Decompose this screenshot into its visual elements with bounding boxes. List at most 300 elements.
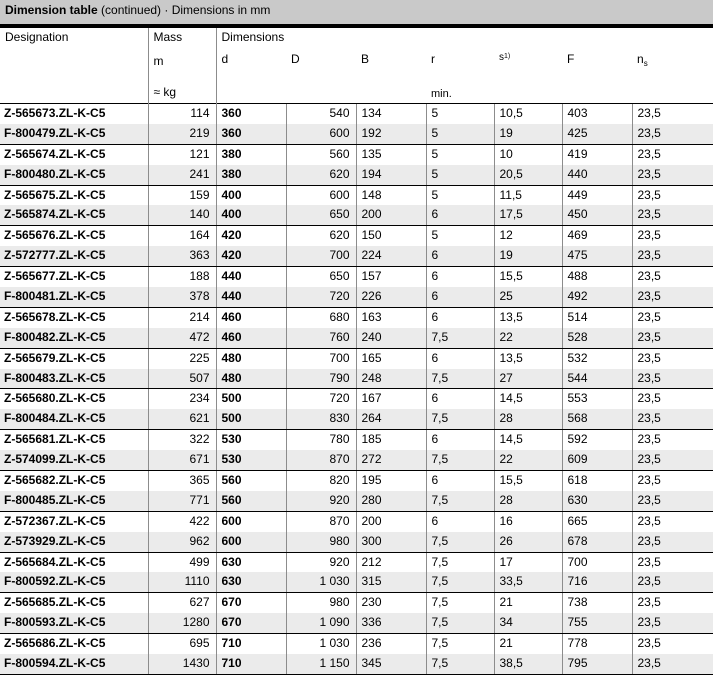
cell-D: 620 (286, 226, 356, 246)
designation-label: Designation (5, 30, 69, 44)
cell-B: 345 (356, 654, 426, 674)
n-letter: n (637, 52, 644, 66)
cell-designation: F-800593.ZL-K-C5 (0, 613, 148, 633)
cell-designation: Z-565682.ZL-K-C5 (0, 471, 148, 491)
table-body (0, 104, 713, 675)
cell-mass: 507 (148, 369, 216, 389)
cell-r: 7,5 (426, 491, 494, 511)
cell-ns: 23,5 (632, 409, 713, 429)
cell-D: 650 (286, 205, 356, 225)
cell-designation: Z-573929.ZL-K-C5 (0, 532, 148, 552)
cell-F: 700 (562, 552, 632, 572)
cell-ns: 23,5 (632, 205, 713, 225)
cell-F: 425 (562, 124, 632, 144)
cell-mass: 621 (148, 409, 216, 429)
cell-d: 440 (216, 267, 286, 287)
cell-B: 185 (356, 430, 426, 450)
cell-mass: 114 (148, 104, 216, 124)
header-d (216, 28, 286, 104)
cell-d: 480 (216, 369, 286, 389)
mass-symbol: m (153, 54, 164, 68)
header-ns (632, 28, 713, 104)
cell-D: 980 (286, 532, 356, 552)
cell-designation: Z-565680.ZL-K-C5 (0, 389, 148, 409)
table-row (0, 430, 713, 450)
cell-F: 568 (562, 409, 632, 429)
cell-B: 230 (356, 593, 426, 613)
cell-B: 148 (356, 185, 426, 205)
table-row (0, 613, 713, 633)
table-row (0, 226, 713, 246)
cell-r: 6 (426, 471, 494, 491)
cell-designation: Z-565681.ZL-K-C5 (0, 430, 148, 450)
cell-d: 420 (216, 226, 286, 246)
cell-F: 528 (562, 328, 632, 348)
cell-designation: Z-565685.ZL-K-C5 (0, 593, 148, 613)
cell-s: 21 (494, 634, 562, 654)
r-min-label: min. (431, 88, 452, 100)
cell-mass: 159 (148, 185, 216, 205)
cell-d: 440 (216, 287, 286, 307)
table-row (0, 267, 713, 287)
cell-r: 7,5 (426, 450, 494, 470)
dimension-table (0, 28, 713, 675)
header-r (426, 28, 494, 104)
cell-D: 920 (286, 491, 356, 511)
cell-designation: F-800483.ZL-K-C5 (0, 369, 148, 389)
cell-F: 678 (562, 532, 632, 552)
cell-d: 630 (216, 552, 286, 572)
cell-F: 488 (562, 267, 632, 287)
cell-s: 10,5 (494, 104, 562, 124)
table-row (0, 593, 713, 613)
table-row (0, 348, 713, 368)
cell-D: 600 (286, 185, 356, 205)
cell-F: 440 (562, 165, 632, 185)
B-label: B (361, 52, 370, 66)
header-designation (0, 28, 148, 104)
cell-s: 16 (494, 511, 562, 531)
cell-D: 700 (286, 246, 356, 266)
cell-s: 17,5 (494, 205, 562, 225)
table-row (0, 389, 713, 409)
cell-s: 15,5 (494, 471, 562, 491)
cell-B: 248 (356, 369, 426, 389)
cell-s: 13,5 (494, 348, 562, 368)
cell-mass: 140 (148, 205, 216, 225)
cell-B: 240 (356, 328, 426, 348)
cell-d: 400 (216, 205, 286, 225)
cell-d: 400 (216, 185, 286, 205)
cell-mass: 164 (148, 226, 216, 246)
cell-s: 25 (494, 287, 562, 307)
cell-r: 7,5 (426, 654, 494, 674)
cell-mass: 363 (148, 246, 216, 266)
cell-D: 870 (286, 511, 356, 531)
cell-r: 6 (426, 205, 494, 225)
cell-D: 920 (286, 552, 356, 572)
cell-designation: Z-565674.ZL-K-C5 (0, 144, 148, 164)
cell-F: 630 (562, 491, 632, 511)
cell-ns: 23,5 (632, 185, 713, 205)
table-row (0, 287, 713, 307)
cell-B: 212 (356, 552, 426, 572)
cell-r: 5 (426, 165, 494, 185)
cell-s: 33,5 (494, 572, 562, 592)
cell-F: 778 (562, 634, 632, 654)
cell-B: 135 (356, 144, 426, 164)
cell-mass: 1430 (148, 654, 216, 674)
table-row (0, 246, 713, 266)
cell-ns: 23,5 (632, 124, 713, 144)
table-row (0, 328, 713, 348)
cell-B: 280 (356, 491, 426, 511)
cell-F: 716 (562, 572, 632, 592)
cell-ns: 23,5 (632, 307, 713, 327)
cell-mass: 219 (148, 124, 216, 144)
s-label (499, 52, 510, 63)
cell-B: 134 (356, 104, 426, 124)
cell-r: 7,5 (426, 613, 494, 633)
cell-d: 600 (216, 532, 286, 552)
cell-mass: 322 (148, 430, 216, 450)
cell-designation: F-800485.ZL-K-C5 (0, 491, 148, 511)
cell-designation: F-800484.ZL-K-C5 (0, 409, 148, 429)
cell-D: 600 (286, 124, 356, 144)
cell-mass: 234 (148, 389, 216, 409)
header-B (356, 28, 426, 104)
cell-ns: 23,5 (632, 511, 713, 531)
s-footnote: 1) (504, 53, 511, 60)
cell-designation: Z-565678.ZL-K-C5 (0, 307, 148, 327)
cell-mass: 1280 (148, 613, 216, 633)
cell-B: 157 (356, 267, 426, 287)
cell-s: 28 (494, 491, 562, 511)
cell-F: 475 (562, 246, 632, 266)
cell-D: 870 (286, 450, 356, 470)
cell-designation: Z-572367.ZL-K-C5 (0, 511, 148, 531)
cell-F: 450 (562, 205, 632, 225)
cell-d: 710 (216, 634, 286, 654)
table-title-bold: Dimension table (5, 3, 98, 17)
r-label: r (431, 52, 435, 66)
cell-ns: 23,5 (632, 532, 713, 552)
cell-B: 163 (356, 307, 426, 327)
cell-d: 630 (216, 572, 286, 592)
cell-D: 760 (286, 328, 356, 348)
cell-ns: 23,5 (632, 226, 713, 246)
cell-D: 1 030 (286, 572, 356, 592)
table-row (0, 124, 713, 144)
table-title (0, 0, 713, 24)
cell-designation: Z-574099.ZL-K-C5 (0, 450, 148, 470)
header-mass (148, 28, 216, 104)
dimensions-label: Dimensions (221, 30, 285, 44)
cell-s: 19 (494, 124, 562, 144)
cell-F: 755 (562, 613, 632, 633)
cell-ns: 23,5 (632, 613, 713, 633)
table-row (0, 654, 713, 674)
cell-designation: F-800594.ZL-K-C5 (0, 654, 148, 674)
cell-F: 553 (562, 389, 632, 409)
cell-mass: 188 (148, 267, 216, 287)
header-s (494, 28, 562, 104)
cell-d: 710 (216, 654, 286, 674)
cell-s: 15,5 (494, 267, 562, 287)
cell-r: 7,5 (426, 552, 494, 572)
cell-d: 420 (216, 246, 286, 266)
cell-D: 780 (286, 430, 356, 450)
cell-d: 500 (216, 389, 286, 409)
cell-D: 680 (286, 307, 356, 327)
cell-B: 272 (356, 450, 426, 470)
cell-mass: 499 (148, 552, 216, 572)
cell-d: 670 (216, 593, 286, 613)
table-row (0, 104, 713, 124)
cell-mass: 214 (148, 307, 216, 327)
cell-d: 480 (216, 348, 286, 368)
cell-F: 403 (562, 104, 632, 124)
cell-F: 609 (562, 450, 632, 470)
cell-d: 600 (216, 511, 286, 531)
cell-B: 264 (356, 409, 426, 429)
cell-ns: 23,5 (632, 389, 713, 409)
cell-D: 830 (286, 409, 356, 429)
cell-designation: F-800592.ZL-K-C5 (0, 572, 148, 592)
cell-d: 460 (216, 307, 286, 327)
cell-ns: 23,5 (632, 471, 713, 491)
table-row (0, 165, 713, 185)
cell-d: 670 (216, 613, 286, 633)
cell-designation: F-800482.ZL-K-C5 (0, 328, 148, 348)
cell-ns: 23,5 (632, 165, 713, 185)
cell-r: 7,5 (426, 328, 494, 348)
cell-mass: 671 (148, 450, 216, 470)
cell-s: 22 (494, 450, 562, 470)
cell-r: 7,5 (426, 593, 494, 613)
cell-B: 150 (356, 226, 426, 246)
header-F (562, 28, 632, 104)
cell-d: 530 (216, 430, 286, 450)
cell-ns: 23,5 (632, 654, 713, 674)
cell-r: 7,5 (426, 532, 494, 552)
cell-s: 38,5 (494, 654, 562, 674)
cell-s: 11,5 (494, 185, 562, 205)
cell-d: 500 (216, 409, 286, 429)
cell-B: 195 (356, 471, 426, 491)
D-label: D (291, 52, 300, 66)
cell-s: 27 (494, 369, 562, 389)
cell-s: 22 (494, 328, 562, 348)
cell-ns: 23,5 (632, 430, 713, 450)
cell-B: 226 (356, 287, 426, 307)
cell-ns: 23,5 (632, 348, 713, 368)
table-row (0, 450, 713, 470)
cell-r: 6 (426, 307, 494, 327)
cell-F: 795 (562, 654, 632, 674)
cell-designation: Z-565675.ZL-K-C5 (0, 185, 148, 205)
cell-r: 6 (426, 267, 494, 287)
table-row (0, 634, 713, 654)
table-row (0, 491, 713, 511)
cell-B: 165 (356, 348, 426, 368)
table-row (0, 205, 713, 225)
table-row (0, 185, 713, 205)
cell-ns: 23,5 (632, 328, 713, 348)
cell-F: 532 (562, 348, 632, 368)
cell-s: 20,5 (494, 165, 562, 185)
cell-F: 665 (562, 511, 632, 531)
cell-ns: 23,5 (632, 593, 713, 613)
cell-designation: Z-565684.ZL-K-C5 (0, 552, 148, 572)
cell-mass: 771 (148, 491, 216, 511)
cell-r: 7,5 (426, 409, 494, 429)
cell-mass: 378 (148, 287, 216, 307)
cell-ns: 23,5 (632, 369, 713, 389)
cell-designation: F-800479.ZL-K-C5 (0, 124, 148, 144)
cell-mass: 121 (148, 144, 216, 164)
cell-D: 1 090 (286, 613, 356, 633)
table-row (0, 307, 713, 327)
cell-s: 14,5 (494, 389, 562, 409)
cell-s: 26 (494, 532, 562, 552)
cell-ns: 23,5 (632, 491, 713, 511)
cell-F: 492 (562, 287, 632, 307)
cell-r: 7,5 (426, 634, 494, 654)
cell-ns: 23,5 (632, 267, 713, 287)
cell-designation: F-800480.ZL-K-C5 (0, 165, 148, 185)
cell-F: 544 (562, 369, 632, 389)
table-title-rest: (continued) · Dimensions in mm (97, 3, 271, 17)
cell-D: 720 (286, 287, 356, 307)
cell-B: 192 (356, 124, 426, 144)
table-row (0, 532, 713, 552)
cell-D: 820 (286, 471, 356, 491)
cell-s: 12 (494, 226, 562, 246)
cell-designation: Z-565679.ZL-K-C5 (0, 348, 148, 368)
table-row (0, 471, 713, 491)
s-letter: s (499, 52, 504, 63)
cell-r: 6 (426, 389, 494, 409)
cell-B: 194 (356, 165, 426, 185)
cell-D: 1 030 (286, 634, 356, 654)
cell-r: 6 (426, 246, 494, 266)
cell-s: 10 (494, 144, 562, 164)
cell-designation: F-800481.ZL-K-C5 (0, 287, 148, 307)
cell-mass: 365 (148, 471, 216, 491)
cell-F: 592 (562, 430, 632, 450)
cell-d: 560 (216, 471, 286, 491)
cell-designation: Z-565686.ZL-K-C5 (0, 634, 148, 654)
header-D (286, 28, 356, 104)
cell-mass: 472 (148, 328, 216, 348)
cell-ns: 23,5 (632, 450, 713, 470)
cell-mass: 241 (148, 165, 216, 185)
cell-designation: Z-565676.ZL-K-C5 (0, 226, 148, 246)
cell-B: 336 (356, 613, 426, 633)
header-row (0, 28, 713, 104)
cell-designation: Z-565874.ZL-K-C5 (0, 205, 148, 225)
cell-ns: 23,5 (632, 552, 713, 572)
cell-B: 167 (356, 389, 426, 409)
cell-ns: 23,5 (632, 572, 713, 592)
cell-s: 17 (494, 552, 562, 572)
cell-B: 236 (356, 634, 426, 654)
mass-label: Mass (153, 30, 183, 44)
cell-ns: 23,5 (632, 104, 713, 124)
cell-D: 1 150 (286, 654, 356, 674)
table-row (0, 552, 713, 572)
cell-B: 315 (356, 572, 426, 592)
cell-D: 720 (286, 389, 356, 409)
cell-d: 560 (216, 491, 286, 511)
F-label: F (567, 52, 575, 66)
cell-F: 618 (562, 471, 632, 491)
cell-r: 6 (426, 287, 494, 307)
cell-mass: 695 (148, 634, 216, 654)
cell-r: 6 (426, 348, 494, 368)
cell-s: 34 (494, 613, 562, 633)
cell-ns: 23,5 (632, 246, 713, 266)
cell-B: 224 (356, 246, 426, 266)
cell-r: 6 (426, 430, 494, 450)
cell-d: 380 (216, 144, 286, 164)
cell-ns: 23,5 (632, 634, 713, 654)
cell-mass: 962 (148, 532, 216, 552)
mass-unit: ≈ kg (153, 85, 177, 99)
cell-d: 460 (216, 328, 286, 348)
cell-mass: 422 (148, 511, 216, 531)
table-row (0, 572, 713, 592)
n-subscript: s (643, 59, 648, 68)
cell-r: 5 (426, 124, 494, 144)
cell-D: 790 (286, 369, 356, 389)
cell-D: 700 (286, 348, 356, 368)
cell-F: 449 (562, 185, 632, 205)
cell-designation: Z-565673.ZL-K-C5 (0, 104, 148, 124)
cell-s: 13,5 (494, 307, 562, 327)
d-label: d (221, 52, 229, 66)
cell-r: 5 (426, 185, 494, 205)
cell-F: 419 (562, 144, 632, 164)
cell-ns: 23,5 (632, 287, 713, 307)
cell-r: 7,5 (426, 369, 494, 389)
cell-d: 360 (216, 124, 286, 144)
cell-F: 469 (562, 226, 632, 246)
cell-B: 200 (356, 511, 426, 531)
cell-d: 360 (216, 104, 286, 124)
cell-s: 28 (494, 409, 562, 429)
cell-F: 514 (562, 307, 632, 327)
cell-F: 738 (562, 593, 632, 613)
cell-designation: Z-565677.ZL-K-C5 (0, 267, 148, 287)
cell-r: 7,5 (426, 572, 494, 592)
cell-s: 19 (494, 246, 562, 266)
cell-B: 300 (356, 532, 426, 552)
cell-mass: 225 (148, 348, 216, 368)
cell-s: 21 (494, 593, 562, 613)
ns-label (637, 52, 648, 68)
cell-r: 5 (426, 104, 494, 124)
cell-mass: 627 (148, 593, 216, 613)
cell-D: 620 (286, 165, 356, 185)
table-row (0, 409, 713, 429)
cell-D: 650 (286, 267, 356, 287)
cell-d: 530 (216, 450, 286, 470)
cell-D: 560 (286, 144, 356, 164)
cell-r: 5 (426, 144, 494, 164)
table-row (0, 369, 713, 389)
